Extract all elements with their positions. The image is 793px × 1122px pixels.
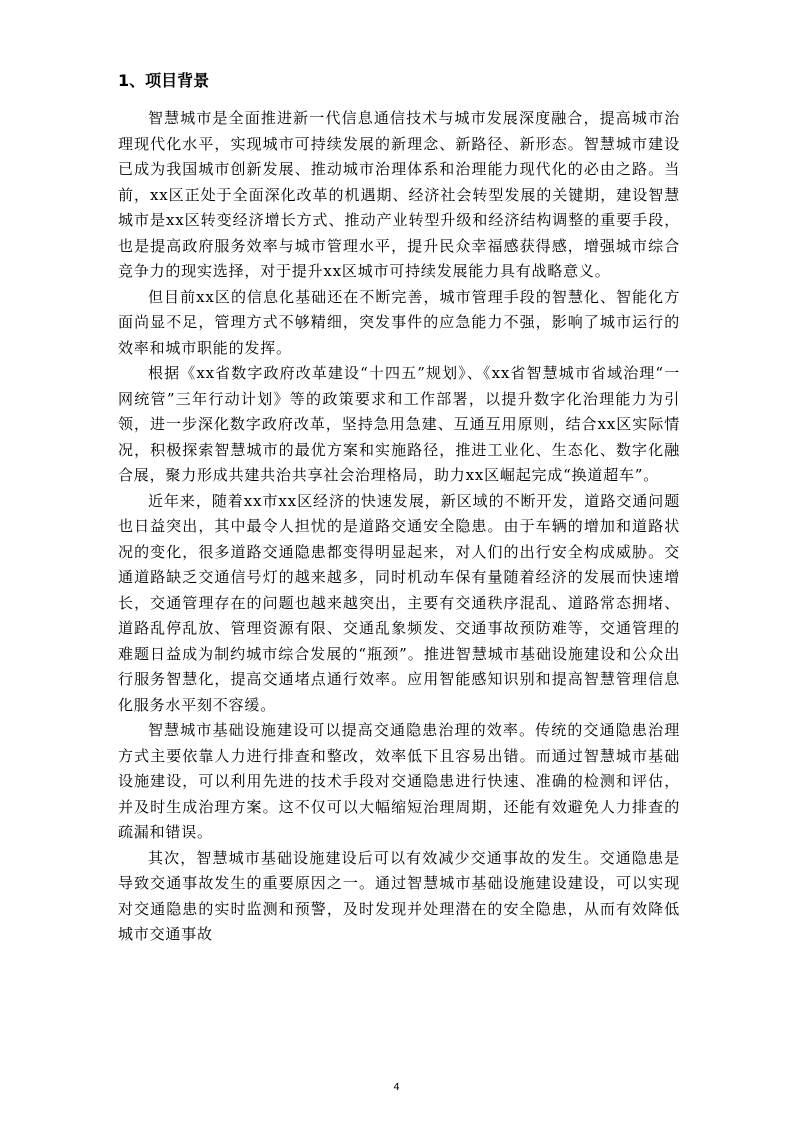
paragraph-policy-basis: 根据《xx省数字政府改革建设“十四五”规划》、《xx省智慧城市省域治理“一网统管”三年行动计划》等的政策要求和工作部署，以提升数字化治理能力为引领，进一步深化数字政府改革，坚持急用急建、互通互用原则，结合xx区实际情况，积极探索智慧城市的最优方案和实施路径，推进工业化、生态化、数字化融合展，聚力形成共建共治共享社会治理格局，助力xx区崛起完成“换道超车”。 — [118, 364, 680, 484]
body-text — [118, 106, 680, 948]
paragraph-informatization-status: 但目前xx区的信息化基础还在不断完善，城市管理手段的智慧化、智能化方面尚显不足，管理方式不够精细，突发事件的应急能力不强，影响了城市运行的效率和城市职能的发挥。 — [118, 287, 680, 357]
paragraph-governance-efficiency: 智慧城市基础设施建设可以提高交通隐患治理的效率。传统的交通隐患治理方式主要依靠人力进行排查和整改，效率低下且容易出错。而通过智慧城市基础设施建设，可以利用先进的技术手段对交通隐患进行快速、准确的检测和评估，并及时生成治理方案。这不仅可以大幅缩短治理周期，还能有效避免人力排查的疏漏和错误。 — [118, 721, 680, 841]
page-number: 4 — [393, 1082, 400, 1093]
section-heading: 1、项目背景 — [118, 71, 210, 90]
paragraph-accident-reduction: 其次，智慧城市基础设施建设后可以有效减少交通事故的发生。交通隐患是导致交通事故发生的重要原因之一。通过智慧城市基础设施建设建设，可以实现对交通隐患的实时监测和预警，及时发现并处理潜在的安全隐患，从而有效降低城市交通事故 — [118, 848, 680, 943]
paragraph-traffic-problems: 近年来，随着xx市xx区经济的快速发展，新区域的不断开发，道路交通问题也日益突出，其中最令人担忧的是道路交通安全隐患。由于车辆的增加和道路状况的变化，很多道路交通隐患都变得明显起来，对人们的出行安全构成威胁。交通道路缺乏交通信号灯的越来越多，同时机动车保有量随着经济的发展而快速增长，交通管理存在的问题也越来越突出，主要有交通秩序混乱、道路常态拥堵、道路乱停乱放、管理资源有限、交通乱象频发、交通事故预防难等，交通管理的难题日益成为制约城市综合发展的“瓶颈”。推进智慧城市基础设施建设和公众出行服务智慧化，提高交通堵点通行效率。应用智能感知识别和提高智慧管理信息化服务水平刻不容缓。 — [118, 491, 680, 714]
paragraph-smart-city-intro: 智慧城市是全面推进新一代信息通信技术与城市发展深度融合，提高城市治理现代化水平，实现城市可持续发展的新理念、新路径、新形态。智慧城市建设已成为我国城市创新发展、推动城市治理体系和治理能力现代化的必由之路。当前，xx区正处于全面深化改革的机遇期、经济社会转型发展的关键期，建设智慧城市是xx区转变经济增长方式、推动产业转型升级和经济结构调整的重要手段，也是提高政府服务效率与城市管理水平，提升民众幸福感获得感，增强城市综合竞争力的现实选择，对于提升xx区城市可持续发展能力具有战略意义。 — [118, 109, 680, 280]
